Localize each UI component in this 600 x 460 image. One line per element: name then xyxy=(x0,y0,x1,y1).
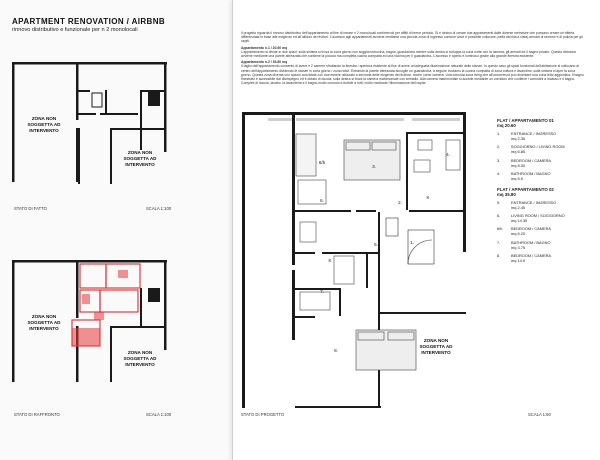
apt2-heading: Appartamento n.2 / 35.80 mq xyxy=(241,60,288,65)
legend-cell xyxy=(511,171,551,181)
room-label: 8. xyxy=(334,348,338,353)
legend-cell: 6. xyxy=(497,213,501,219)
svg-text:SOGGETTA AD: SOGGETTA AD xyxy=(123,156,157,161)
page-title: APARTMENT RENOVATION / AIRBNB xyxy=(12,17,166,26)
svg-text:INTERVENTO: INTERVENTO xyxy=(29,326,59,331)
flat1-row xyxy=(497,131,597,181)
project-zone xyxy=(419,338,453,355)
legend-cell: mq 2.35 xyxy=(511,136,526,142)
svg-text:SOGGETTA AD: SOGGETTA AD xyxy=(123,356,157,361)
svg-text:SOGGETTA AD: SOGGETTA AD xyxy=(27,122,61,127)
legend-cell xyxy=(511,226,551,236)
legend-row xyxy=(497,144,597,154)
legend-row xyxy=(497,213,597,223)
legend-cell: mq 14.35 xyxy=(511,218,528,224)
page-subtitle: rinnovo distributivo e funzionale per n 2 monolocali xyxy=(12,27,138,33)
apt2-text: Il taglio dell'appartamento consente di avere n 2 camere sfruttando la finestra / apertura esistente al fine di avere un'adeguata illuminazione naturale delle stanze. In questo caso gli spazi funzionali dell'abitazione si collocano al centro dell'appartamento dividendo le stanze in zona giorno / zona notte. Entrando la parete attrezzata accoglie un guardaroba, a seguire troviamo la cucina compatta di zona cottura e lavandino; sulla sinistra si apre la zona giorno. Questa zona diventa uno spazio conviviale con due essere utilizzato a seconda delle esigenze del fruitore, anche come camera. Una comoda zona living che all'occorrenza può diventare una zona letto aggiuntiva. Il bagno finestrato è accessibile dal disimpegno ed è dotato di doccia; sulla destra si trova la camera matrimoniale con armadio. Alla camera matrimoniale si accede mediante un corridoio che contiene i comodini a incasso e il bagno. Completi di doccia, lavabo, la lavanderia e il bagno molto comodo a fruibile a tutti, molto mediante l'illuminazione dell'ospite. xyxy=(241,64,584,85)
svg-text:SOGGETTA AD: SOGGETTA AD xyxy=(27,320,61,325)
left-page xyxy=(0,0,232,460)
svg-text:SOGGETTA AD: SOGGETTA AD xyxy=(419,344,453,349)
legend-cell: 5. xyxy=(497,199,501,205)
legend-cell xyxy=(511,240,551,250)
svg-text:ZONA NON: ZONA NON xyxy=(127,350,153,355)
room-label: K xyxy=(328,258,332,263)
legend-cell xyxy=(511,158,551,168)
description-intro: Il progetto riguarda il rinnovo distributivo dell'appartamento al fine di creare n 2 monolocali confortevoli per affitti di breve periodo. Si è deciso di creare due appartamenti dalle diverse metrature che possano creare un'offerta differenziata in base alle esigenze ed all'utilizzo dei fruitori. L'accesso agli appartamenti avviene mediante una piccola zona di ingresso comune dove è possibile collocare (nella nicchia a vista) armadi di servizio e di pulizia per gli ospiti. xyxy=(241,31,583,44)
room-label: 7. xyxy=(320,289,324,294)
room-label: 6. xyxy=(320,198,324,203)
comparison-scale: SCALA 1:100 xyxy=(146,412,172,417)
svg-text:INTERVENTO: INTERVENTO xyxy=(29,128,59,133)
svg-text:ZONA NON: ZONA NON xyxy=(423,338,449,343)
legend-cell: mq 3.75 xyxy=(511,244,526,250)
legend-cell: mq 2.45 xyxy=(511,204,526,210)
legend-cell: BEDROOM / CAMERA xyxy=(511,157,551,163)
legend-cell: mq 6.85 xyxy=(511,149,526,155)
room-label: 4. xyxy=(446,152,450,157)
flat1-area: mq 20.60 xyxy=(497,123,516,128)
legend-cell: BEDROOM / CAMERA xyxy=(511,226,551,232)
project-description xyxy=(241,31,586,87)
legend-cell: ENTRANCE / INGRESSO xyxy=(511,131,557,137)
legend-cell xyxy=(511,253,551,263)
legend-cell: 2. xyxy=(497,144,501,150)
legend-cell: mq 5.5 xyxy=(511,175,523,181)
legend-cell: BATHROOM / BAGNO xyxy=(511,170,551,176)
room-legend xyxy=(497,118,597,263)
room-label: 3. xyxy=(372,164,376,169)
comparison-zone-1 xyxy=(27,314,61,331)
apt1-block xyxy=(241,46,586,58)
svg-text:ZONA NON: ZONA NON xyxy=(31,116,57,121)
legend-cell xyxy=(511,200,556,210)
flat1-title: FLAT / APPARTAMENTO 01 xyxy=(497,118,554,123)
legend-cell: 1. xyxy=(497,131,501,137)
legend-cell xyxy=(511,213,565,223)
legend-cell: 4. xyxy=(497,170,501,176)
comparison-plan xyxy=(0,250,232,410)
comparison-zone-2 xyxy=(123,350,157,367)
legend-cell xyxy=(511,144,565,154)
legend-row xyxy=(497,171,597,181)
existing-caption: STATO DI FATTO xyxy=(14,206,47,211)
project-plan xyxy=(236,110,496,410)
legend-cell: SOGGIORNO / LIVING ROOM xyxy=(511,144,565,150)
existing-plan xyxy=(0,50,232,210)
legend-row xyxy=(497,158,597,168)
project-scale: SCALA 1:50 xyxy=(528,412,551,417)
existing-inner-box xyxy=(92,93,102,107)
svg-text:INTERVENTO: INTERVENTO xyxy=(421,350,451,355)
room-label: 2. xyxy=(398,200,402,205)
legend-cell: mq 6.20 xyxy=(511,231,526,237)
apt1-heading: Appartamento n.1 / 20.60 mq xyxy=(241,45,288,50)
existing-scale: SCALA 1:100 xyxy=(146,206,172,211)
legend-row xyxy=(497,240,597,250)
hatch-strip xyxy=(268,118,460,121)
comparison-caption: STATO DI RAFFRONTO xyxy=(14,412,60,417)
legend-row xyxy=(497,200,597,210)
svg-text:ZONA NON: ZONA NON xyxy=(31,314,57,319)
existing-zone-1 xyxy=(27,116,61,133)
legend-row xyxy=(497,253,597,263)
project-caption: STATO DI PROGETTO xyxy=(241,412,285,417)
room-label: 1. xyxy=(410,240,414,245)
flat2-title: FLAT / APPARTAMENTO 02 xyxy=(497,186,554,192)
existing-zone-2 xyxy=(123,150,157,167)
legend-row xyxy=(497,131,597,141)
room-label: K xyxy=(426,195,430,200)
flat2-row xyxy=(497,200,597,263)
legend-cell: 8. xyxy=(497,252,501,258)
room-label: 5. xyxy=(374,242,378,247)
svg-text:ZONA NON: ZONA NON xyxy=(127,150,153,155)
legend-cell: LIVING ROOM / SOGGIORNO xyxy=(511,213,565,219)
apt1-text: L'appartamento si divide in due spazi: sulla sinistra si trova la zona giorno con soggiorno/cucina, bagno, guardaroba mentre sulla destra si sviluppa la zona notte con la camera, gli armadi ed il bagno privato. Questo divisione avviene mediante una parete attrezzata che contiene la piccola ma completa cucina compatta ed una nicchia per il guardaroba. L'accesso è aperto e luminoso grazie alla grande finestra esistente. xyxy=(241,49,577,58)
legend-cell xyxy=(511,131,556,141)
flat2-area: mq 35.80 xyxy=(497,191,516,197)
legend-cell: mq 14.9 xyxy=(511,257,526,263)
legend-cell: mq 8.30 xyxy=(511,162,526,168)
apt2-block xyxy=(241,60,586,85)
legend-cell: BATHROOM / BAGNO xyxy=(511,239,551,245)
legend-cell: ENTRANCE / INGRESSO xyxy=(511,199,557,205)
svg-text:INTERVENTO: INTERVENTO xyxy=(125,162,155,167)
legend-row xyxy=(497,226,597,236)
legend-cell: 3. xyxy=(497,157,501,163)
legend-cell: 6/b xyxy=(497,226,503,232)
legend-cell: BEDROOM / CAMERA xyxy=(511,252,551,258)
svg-text:INTERVENTO: INTERVENTO xyxy=(125,362,155,367)
room-label: 6/b xyxy=(318,160,326,165)
legend-cell: 7. xyxy=(497,239,501,245)
